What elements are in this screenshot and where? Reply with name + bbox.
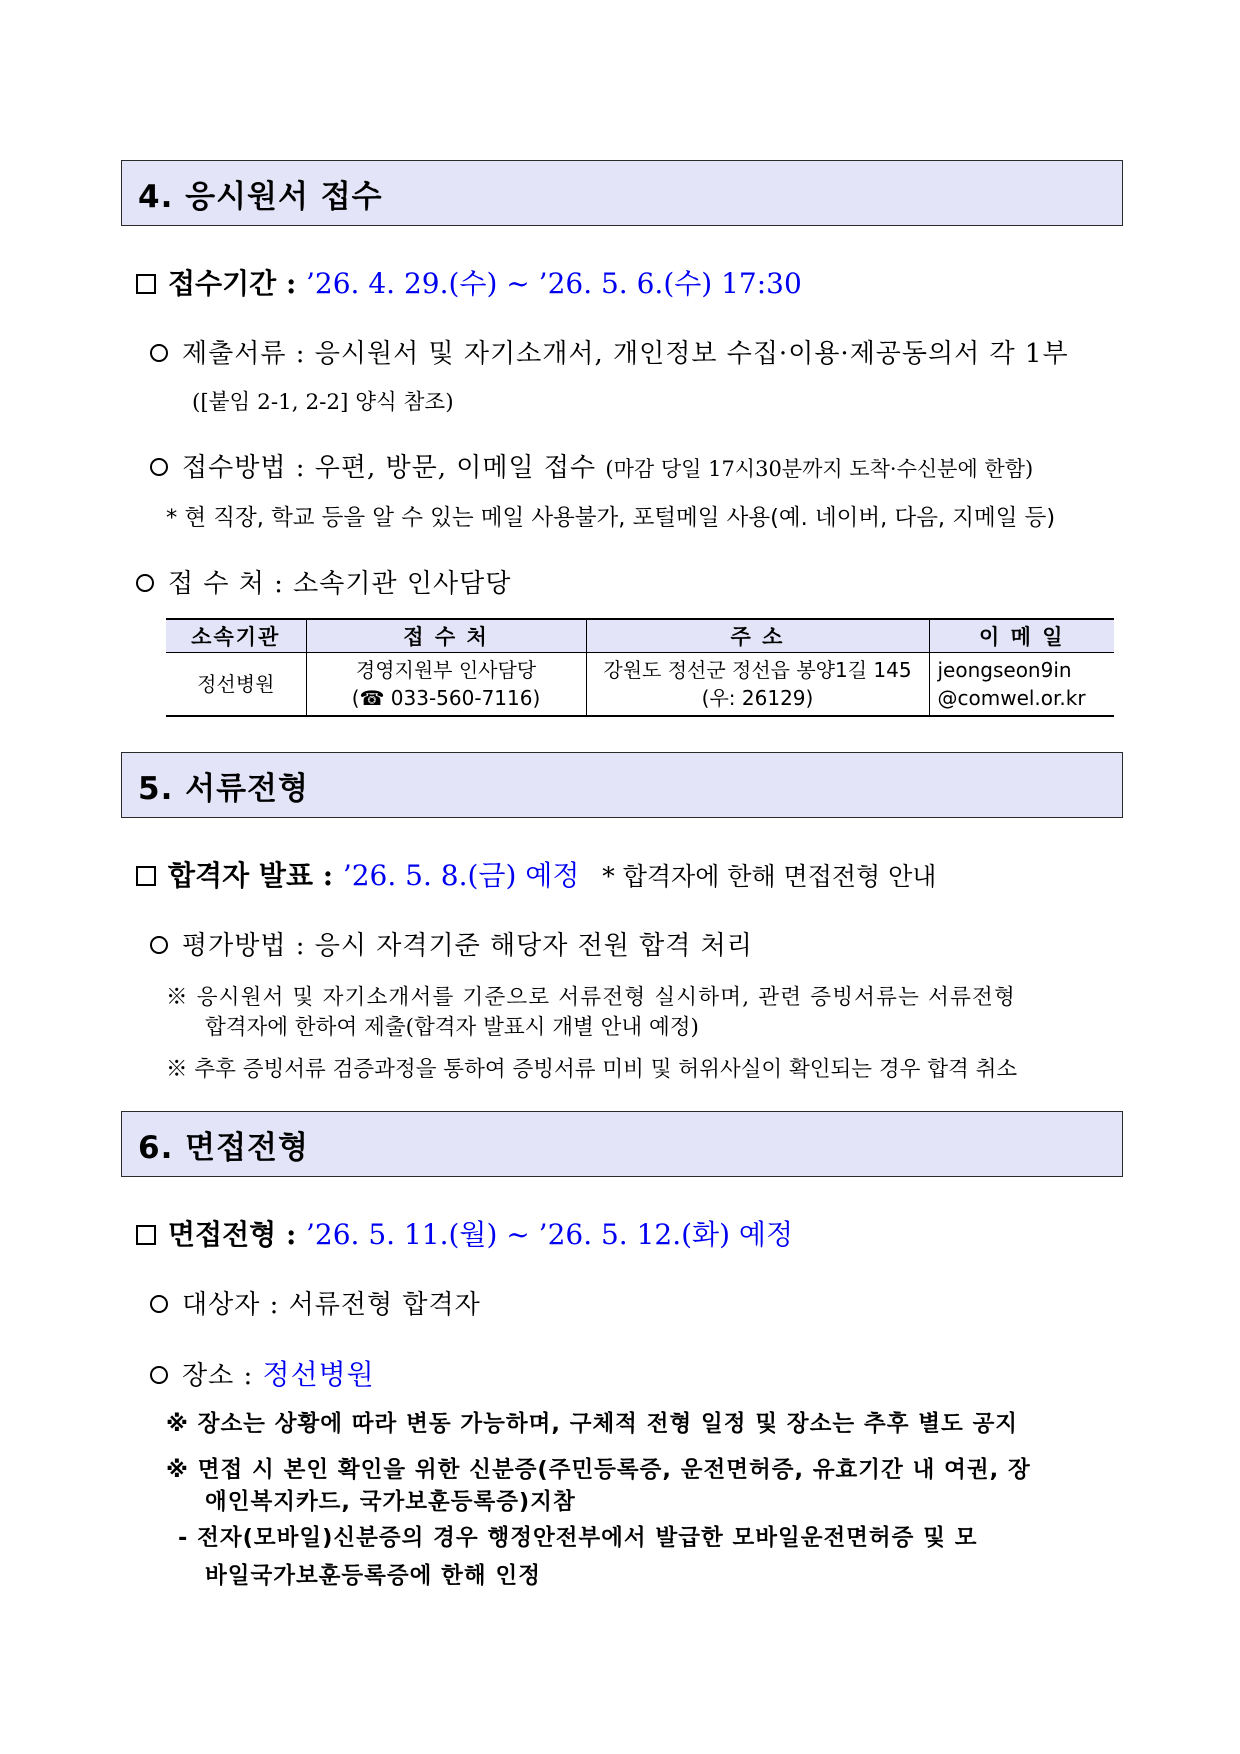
id-note-a: ※ 면접 시 본인 확인을 위한 신분증(주민등록증, 운전면허증, 유효기간 내 여권, 장: [166, 1457, 1031, 1483]
doc-note-1b: 합격자에 한하여 제출(합격자 발표시 개별 안내 예정): [205, 1015, 699, 1040]
eval-line: [150, 925, 753, 962]
section-6-title: 6. 면접전형: [138, 1129, 309, 1166]
eval-text: 평가방법 : 응시 자격기준 해당자 전원 합격 처리: [182, 931, 753, 961]
circle-bullet-icon: [150, 458, 168, 476]
col-header-email: 이 메 일: [929, 619, 1114, 653]
section-5-title: 5. 서류전형: [138, 770, 309, 807]
place-text: 접 수 처 : 소속기관 인사담당: [168, 569, 512, 599]
method-small-text: (마감 당일 17시30분까지 도착·수신분에 한함): [605, 457, 1034, 481]
section-6-header: [121, 1111, 1123, 1177]
circle-bullet-icon: [136, 574, 154, 592]
table-row: [166, 653, 1114, 717]
venue-note: ※ 장소는 상황에 따라 변동 가능하며, 구체적 전형 일정 및 장소는 추후 별도 공지: [166, 1411, 1019, 1437]
checkbox-square-icon: [136, 1225, 156, 1245]
cell-zip: (우: 26129): [701, 686, 814, 710]
checkbox-square-icon: [136, 274, 156, 294]
cell-receiver: [306, 653, 586, 717]
documents-line: [150, 333, 1069, 370]
receipt-period-label: 접수기간 :: [168, 267, 307, 300]
announce-label: 합격자 발표 :: [168, 859, 343, 892]
announce-line: [136, 854, 936, 894]
cell-phone: (☎ 033-560-7116): [351, 686, 541, 710]
id-note-b: 애인복지카드, 국가보훈등록증)지참: [205, 1489, 576, 1515]
documents-sub: ([붙임 2-1, 2-2] 양식 참조): [192, 390, 454, 415]
circle-bullet-icon: [150, 1366, 168, 1384]
col-header-receiver: 접 수 처: [306, 619, 586, 653]
interview-label: 면접전형 :: [168, 1218, 307, 1251]
receipt-period-line: [136, 262, 802, 302]
receipt-table: [166, 618, 1114, 717]
receipt-period-value: ’26. 4. 29.(수) ~ ’26. 5. 6.(수) 17:30: [306, 267, 802, 300]
interview-value: ’26. 5. 11.(월) ~ ’26. 5. 12.(화) 예정: [306, 1218, 794, 1251]
method-line: [150, 447, 1033, 484]
mobile-id-note-a: - 전자(모바일)신분증의 경우 행정안전부에서 발급한 모바일운전면허증 및 모: [178, 1525, 978, 1551]
announce-value: ’26. 5. 8.(금) 예정: [342, 859, 580, 892]
checkbox-square-icon: [136, 866, 156, 886]
cell-email[interactable]: [929, 653, 1114, 717]
cell-addr: 강원도 정선군 정선읍 봉양1길 145: [603, 658, 912, 682]
method-note: * 현 직장, 학교 등을 알 수 있는 메일 사용불가, 포털메일 사용(예. 네이버, 다음, 지메일 등): [166, 505, 1056, 531]
circle-bullet-icon: [150, 1295, 168, 1313]
cell-address: [586, 653, 929, 717]
doc-note-2: ※ 추후 증빙서류 검증과정을 통하여 증빙서류 미비 및 허위사실이 확인되는 경우 합격 취소: [166, 1057, 1018, 1082]
target-line: [150, 1284, 481, 1321]
method-text: 접수방법 : 우편, 방문, 이메일 접수: [182, 453, 597, 483]
interview-line: [136, 1213, 793, 1253]
table-header-row: [166, 619, 1114, 653]
email-part-1: jeongseon9in: [937, 658, 1072, 682]
documents-text: 제출서류 : 응시원서 및 자기소개서, 개인정보 수집·이용·제공동의서 각 1부: [182, 339, 1069, 369]
target-text: 대상자 : 서류전형 합격자: [182, 1290, 481, 1320]
circle-bullet-icon: [150, 936, 168, 954]
mobile-id-note-b: 바일국가보훈등록증에 한해 인정: [205, 1563, 541, 1589]
circle-bullet-icon: [150, 344, 168, 362]
venue-value: 정선병원: [262, 1358, 375, 1391]
email-part-2: @comwel.or.kr: [937, 686, 1086, 710]
venue-label: 장소 :: [182, 1361, 263, 1391]
col-header-org: 소속기관: [166, 619, 306, 653]
cell-dept: 경영지원부 인사담당: [355, 658, 537, 682]
doc-note-1a: ※ 응시원서 및 자기소개서를 기준으로 서류전형 실시하며, 관련 증빙서류는 서류전형: [166, 985, 1016, 1010]
section-5-header: [121, 752, 1123, 818]
section-4-header: [121, 160, 1123, 226]
announce-note: * 합격자에 한해 면접전형 안내: [602, 862, 937, 891]
col-header-address: 주 소: [586, 619, 929, 653]
place-line: [136, 563, 511, 600]
venue-line: [150, 1353, 375, 1393]
cell-org: 정선병원: [166, 653, 306, 717]
section-4-title: 4. 응시원서 접수: [138, 178, 383, 215]
